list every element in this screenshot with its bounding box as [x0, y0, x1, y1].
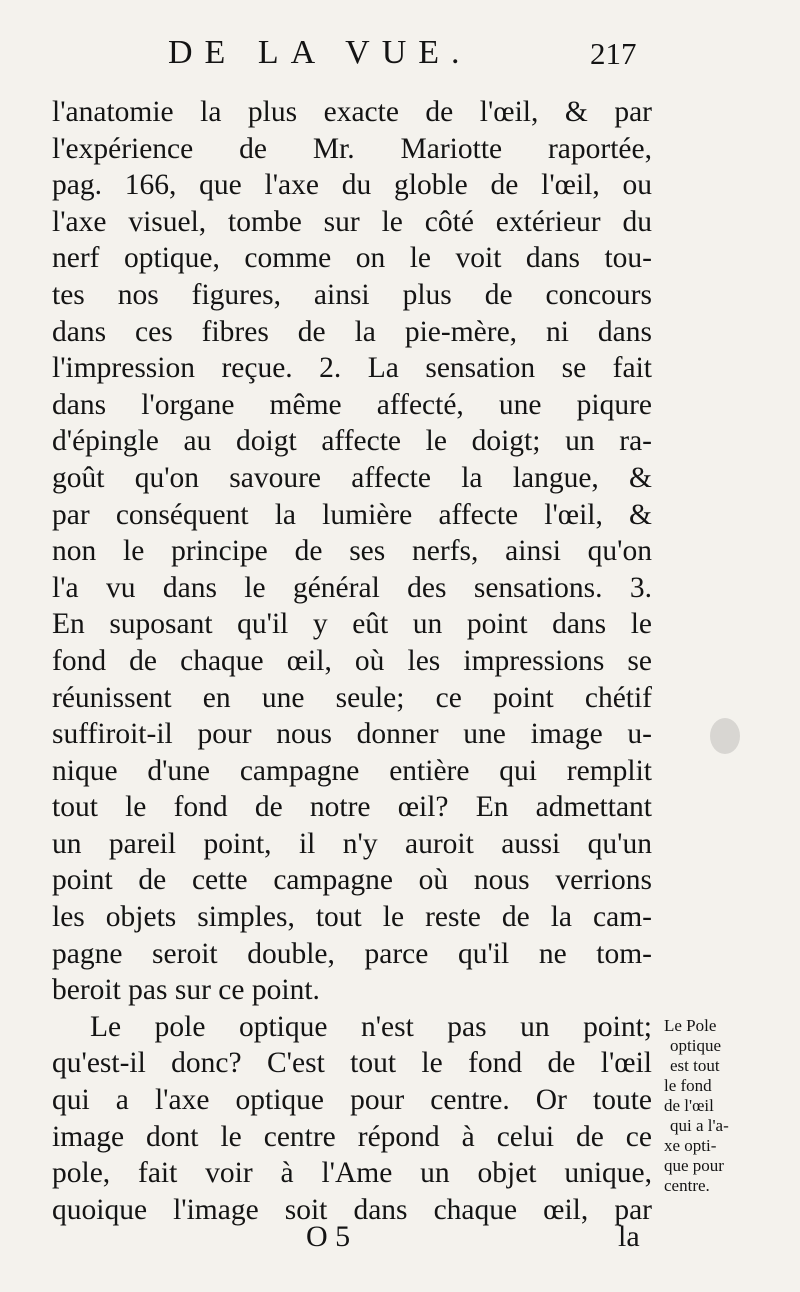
text-line: goût qu'on savoure affecte la langue, &: [52, 461, 652, 494]
body-text: [52, 94, 652, 1228]
text-line: dans ces fibres de la pie-mère, ni dans: [52, 315, 652, 348]
margin-note-line: centre.: [664, 1176, 710, 1195]
text-line: point de cette campagne où nous verrions: [52, 864, 652, 897]
margin-note-line: qui a l'a-: [670, 1116, 729, 1135]
text-line: En suposant qu'il y eût un point dans le: [52, 608, 652, 641]
text-line: fond de chaque œil, où les impressions se: [52, 644, 652, 677]
text-line: les objets simples, tout le reste de la cam-: [52, 901, 652, 934]
text-line: suffiroit-il pour nous donner une image u-: [52, 718, 652, 751]
text-line: l'a vu dans le général des sensations. 3.: [52, 571, 652, 604]
margin-note-line: que pour: [664, 1156, 724, 1175]
text-line: qui a l'axe optique pour centre. Or toute: [52, 1084, 652, 1117]
text-line: image dont le centre répond à celui de ce: [52, 1120, 652, 1153]
margin-note: [664, 1016, 784, 1196]
text-line: l'expérience de Mr. Mariotte raportée,: [52, 132, 652, 165]
ink-blot: [710, 718, 740, 754]
text-line: d'épingle au doigt affecte le doigt; un ra-: [52, 425, 652, 458]
text-line: beroit pas sur ce point.: [52, 974, 320, 1007]
page-footer: [0, 1220, 800, 1260]
margin-note-line: optique: [670, 1036, 721, 1055]
text-line: un pareil point, il n'y auroit aussi qu'un: [52, 827, 652, 860]
margin-note-line: xe opti-: [664, 1136, 717, 1155]
text-line: nerf optique, comme on le voit dans tou-: [52, 242, 652, 275]
text-line: l'axe visuel, tombe sur le côté extérieur du: [52, 205, 652, 238]
text-line: Le pole optique n'est pas un point;: [90, 1010, 652, 1043]
text-line: tout le fond de notre œil? En admettant: [52, 791, 652, 824]
text-line: qu'est-il donc? C'est tout le fond de l'œil: [52, 1047, 652, 1080]
running-head: DE LA VUE.: [168, 34, 472, 71]
text-line: réunissent en une seule; ce point chétif: [52, 681, 652, 714]
text-line: quoique l'image soit dans chaque œil, par: [52, 1193, 652, 1226]
margin-note-line: le fond: [664, 1076, 712, 1095]
text-line: l'anatomie la plus exacte de l'œil, & par: [52, 96, 652, 128]
text-line: non le principe de ses nerfs, ainsi qu'on: [52, 535, 652, 568]
text-line: pagne seroit double, parce qu'il ne tom-: [52, 937, 652, 970]
text-line: pole, fait voir à l'Ame un objet unique,: [52, 1157, 652, 1190]
text-line: l'impression reçue. 2. La sensation se fait: [52, 352, 652, 385]
text-line: nique d'une campagne entière qui remplit: [52, 754, 652, 787]
margin-note-line: est tout: [670, 1056, 720, 1075]
page-number: 217: [590, 36, 637, 71]
margin-note-line: de l'œil: [664, 1096, 714, 1115]
catchword: la: [618, 1220, 640, 1253]
text-line: tes nos figures, ainsi plus de concours: [52, 278, 652, 311]
text-line: dans l'organe même affecté, une piqure: [52, 388, 652, 421]
text-line: pag. 166, que l'axe du globle de l'œil, ou: [52, 169, 652, 202]
signature-mark: O 5: [306, 1220, 351, 1253]
page-header: [0, 34, 800, 74]
margin-note-line: Le Pole: [664, 1016, 717, 1035]
text-line: par conséquent la lumière affecte l'œil, &: [52, 498, 652, 531]
